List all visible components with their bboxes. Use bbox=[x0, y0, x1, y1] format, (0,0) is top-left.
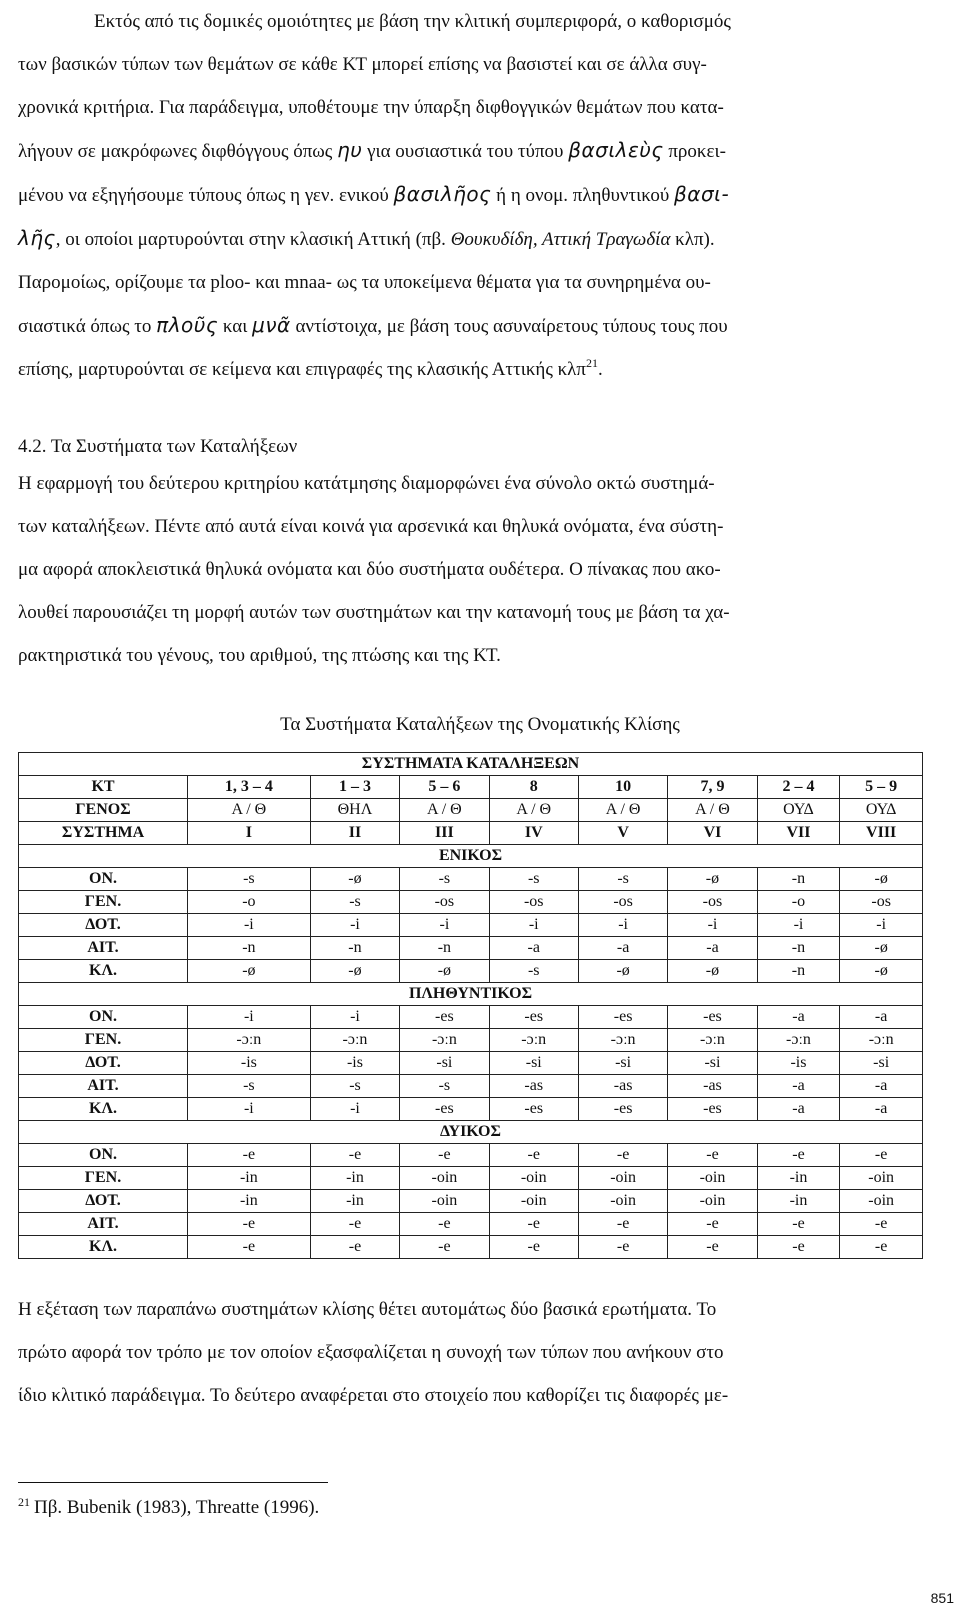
table-cell: -e bbox=[668, 1144, 757, 1167]
table-cell: -i bbox=[188, 914, 311, 937]
table-row bbox=[19, 1190, 923, 1213]
table-cell: 8 bbox=[489, 776, 578, 799]
table-cell: -s bbox=[188, 1075, 311, 1098]
table-cell: 1, 3 – 4 bbox=[188, 776, 311, 799]
table-cell: -os bbox=[578, 891, 667, 914]
table-cell: -e bbox=[840, 1236, 923, 1259]
table-cell: -e bbox=[310, 1213, 399, 1236]
text-line: λουθεί παρουσιάζει τη μορφή αυτών των συστημάτων και την κατανομή τους με βάση τα χα- bbox=[18, 602, 730, 623]
table-cell: -es bbox=[489, 1006, 578, 1029]
table-cell: -es bbox=[668, 1006, 757, 1029]
table-cell: -is bbox=[188, 1052, 311, 1075]
table-cell: -e bbox=[400, 1236, 489, 1259]
table-cell: -e bbox=[188, 1213, 311, 1236]
table-cell: -i bbox=[400, 914, 489, 937]
table-cell: -n bbox=[310, 937, 399, 960]
row-label: ΟΝ. bbox=[19, 1006, 188, 1029]
table-cell: -as bbox=[578, 1075, 667, 1098]
row-label: ΓΕΝ. bbox=[19, 891, 188, 914]
table-cell: -o bbox=[188, 891, 311, 914]
table-caption: Τα Συστήματα Καταλήξεων της Ονοματικής Κλίσης bbox=[280, 714, 680, 735]
table-cell: -oin bbox=[668, 1167, 757, 1190]
text-line: σιαστικά όπως το πλοῦς και μνᾶ αντίστοιχα, με βάση τους ασυναίρετους τύπους τους που bbox=[18, 313, 728, 337]
table-cell: Α / Θ bbox=[188, 799, 311, 822]
row-label: ΟΝ. bbox=[19, 868, 188, 891]
greek-word: βασιλεὺς bbox=[568, 138, 664, 162]
table-cell: -si bbox=[840, 1052, 923, 1075]
row-label: ΓΕΝ. bbox=[19, 1029, 188, 1052]
table-cell: 1 – 3 bbox=[310, 776, 399, 799]
greek-word: ηυ bbox=[337, 138, 363, 162]
table-title-row-cell: ΣΥΣΤΗΜΑΤΑ ΚΑΤΑΛΗΞΕΩΝ bbox=[19, 753, 923, 776]
table-cell: ΘΗΛ bbox=[310, 799, 399, 822]
text-line: μα αφορά αποκλειστικά θηλυκά ονόματα και δύο συστήματα ουδέτερα. Ο πίνακας που ακο- bbox=[18, 559, 721, 580]
table-section-row-cell: ΕΝΙΚΟΣ bbox=[19, 845, 923, 868]
footnote bbox=[18, 1497, 319, 1519]
table-cell: -oin bbox=[400, 1190, 489, 1213]
table-cell: -ø bbox=[400, 960, 489, 983]
text-line: ίδιο κλιτικό παράδειγμα. Το δεύτερο αναφέρεται στο στοιχείο που καθορίζει τις διαφορές με- bbox=[18, 1385, 729, 1406]
table-cell: -e bbox=[757, 1144, 840, 1167]
table-cell: -si bbox=[400, 1052, 489, 1075]
suffix-systems-table bbox=[18, 752, 923, 1259]
table-cell: -ø bbox=[188, 960, 311, 983]
table-cell: -ø bbox=[310, 960, 399, 983]
table-cell: Α / Θ bbox=[578, 799, 667, 822]
table-cell: -a bbox=[757, 1075, 840, 1098]
row-label: ΔΟΤ. bbox=[19, 914, 188, 937]
table-cell: -e bbox=[400, 1213, 489, 1236]
table-cell: -in bbox=[188, 1167, 311, 1190]
row-label: ΚΛ. bbox=[19, 1098, 188, 1121]
row-label: ΚΛ. bbox=[19, 960, 188, 983]
table-cell: VIII bbox=[840, 822, 923, 845]
row-label: ΑΙΤ. bbox=[19, 1075, 188, 1098]
table-cell: -os bbox=[400, 891, 489, 914]
text-line: ρακτηριστικά του γένους, του αριθμού, της πτώσης και της ΚΤ. bbox=[18, 645, 501, 666]
table-cell: -s bbox=[310, 891, 399, 914]
table-cell: -si bbox=[668, 1052, 757, 1075]
table-cell: -a bbox=[840, 1075, 923, 1098]
table-cell: -e bbox=[578, 1236, 667, 1259]
table-cell: -in bbox=[757, 1167, 840, 1190]
text-line: λῆς, οι οποίοι μαρτυρούνται στην κλασική Αττική (πβ. Θουκυδίδη, Αττική Τραγωδία κλπ). bbox=[18, 226, 715, 250]
table-cell: -a bbox=[668, 937, 757, 960]
text-line: μένου να εξηγήσουμε τύπους όπως η γεν. ενικού βασιλῆος ή η ονομ. πληθυντικού βασι- bbox=[18, 182, 730, 206]
table-cell: -n bbox=[400, 937, 489, 960]
table-cell: -e bbox=[668, 1213, 757, 1236]
table-cell: -e bbox=[489, 1144, 578, 1167]
table-cell: III bbox=[400, 822, 489, 845]
table-cell: I bbox=[188, 822, 311, 845]
footnote-number: 21 bbox=[18, 1495, 30, 1509]
table-cell: -n bbox=[757, 868, 840, 891]
row-label: ΔΟΤ. bbox=[19, 1190, 188, 1213]
table-cell: -os bbox=[840, 891, 923, 914]
table-cell: -i bbox=[578, 914, 667, 937]
table-row bbox=[19, 914, 923, 937]
table-cell: -ø bbox=[578, 960, 667, 983]
table-cell: -i bbox=[310, 1006, 399, 1029]
table-cell: -e bbox=[757, 1213, 840, 1236]
greek-word: βασι- bbox=[674, 182, 730, 206]
table-cell: -e bbox=[188, 1236, 311, 1259]
table-cell: -e bbox=[578, 1144, 667, 1167]
table-cell: -n bbox=[757, 937, 840, 960]
text-line: Παρομοίως, ορίζουμε τα ploo- και mnaa- ως τα υποκείμενα θέματα για τα συνηρημένα ου- bbox=[18, 272, 711, 293]
table-cell: 7, 9 bbox=[668, 776, 757, 799]
italic-reference: Θουκυδίδη, Αττική Τραγωδία bbox=[450, 229, 671, 250]
table-cell: -i bbox=[757, 914, 840, 937]
table-header-row bbox=[19, 822, 923, 845]
table-cell: 10 bbox=[578, 776, 667, 799]
text-line: χρονικά κριτήρια. Για παράδειγμα, υποθέτουμε την ύπαρξη διφθογγικών θεμάτων που κατα- bbox=[18, 97, 724, 118]
table-cell: -in bbox=[188, 1190, 311, 1213]
table-section-row bbox=[19, 1121, 923, 1144]
table-row bbox=[19, 1213, 923, 1236]
table-cell: -s bbox=[310, 1075, 399, 1098]
table-cell: -ø bbox=[840, 960, 923, 983]
table-cell: -oin bbox=[840, 1167, 923, 1190]
row-label: ΑΙΤ. bbox=[19, 937, 188, 960]
table-cell: 5 – 6 bbox=[400, 776, 489, 799]
paragraph-suffix-systems bbox=[18, 462, 922, 677]
table-cell: -i bbox=[188, 1098, 311, 1121]
table-row bbox=[19, 1006, 923, 1029]
table-row bbox=[19, 1167, 923, 1190]
table-cell: -ɔːn bbox=[310, 1029, 399, 1052]
table-cell: VII bbox=[757, 822, 840, 845]
table-cell: -oin bbox=[578, 1190, 667, 1213]
row-label: ΚΛ. bbox=[19, 1236, 188, 1259]
table-cell: -os bbox=[489, 891, 578, 914]
table-cell: ΟΥΔ bbox=[840, 799, 923, 822]
table-cell: -i bbox=[188, 1006, 311, 1029]
table-cell: -s bbox=[489, 868, 578, 891]
table-cell: VI bbox=[668, 822, 757, 845]
table-cell: -ɔːn bbox=[757, 1029, 840, 1052]
text-line: των καταλήξεων. Πέντε από αυτά είναι κοινά για αρσενικά και θηλυκά ονόματα, ένα σύστη- bbox=[18, 516, 724, 537]
table-cell: -oin bbox=[840, 1190, 923, 1213]
table-row bbox=[19, 868, 923, 891]
table-row bbox=[19, 1029, 923, 1052]
section-heading: 4.2. Τα Συστήματα των Καταλήξεων bbox=[18, 436, 298, 457]
text-line: των βασικών τύπων των θεμάτων σε κάθε ΚΤ μπορεί επίσης να βασιστεί και σε άλλα συγ- bbox=[18, 54, 707, 75]
text-line: Η εξέταση των παραπάνω συστημάτων κλίσης θέτει αυτομάτως δύο βασικά ερωτήματα. Το bbox=[18, 1299, 717, 1320]
table-cell: -s bbox=[400, 1075, 489, 1098]
table-cell: -ø bbox=[840, 937, 923, 960]
table-row bbox=[19, 1236, 923, 1259]
table-title-row bbox=[19, 753, 923, 776]
table-cell: -a bbox=[757, 1006, 840, 1029]
table-row bbox=[19, 1144, 923, 1167]
footnote-text: Πβ. Bubenik (1983), Threatte (1996). bbox=[34, 1497, 320, 1518]
table-cell: -es bbox=[578, 1006, 667, 1029]
table-cell: -n bbox=[757, 960, 840, 983]
table-header-row bbox=[19, 799, 923, 822]
footnote-divider bbox=[18, 1482, 328, 1483]
table-section-row bbox=[19, 983, 923, 1006]
table-row bbox=[19, 1098, 923, 1121]
row-label: ΔΟΤ. bbox=[19, 1052, 188, 1075]
table-cell: -e bbox=[840, 1144, 923, 1167]
table-cell: -e bbox=[310, 1236, 399, 1259]
table-cell: -ɔːn bbox=[188, 1029, 311, 1052]
text-line: Εκτός από τις δομικές ομοιότητες με βάση την κλιτική συμπεριφορά, ο καθορισμός bbox=[94, 11, 731, 32]
table-cell: 5 – 9 bbox=[840, 776, 923, 799]
table-cell: -oin bbox=[578, 1167, 667, 1190]
table-cell: -ɔːn bbox=[489, 1029, 578, 1052]
text-line: Η εφαρμογή του δεύτερου κριτηρίου κατάτμησης διαμορφώνει ένα σύνολο οκτώ συστημά- bbox=[18, 473, 715, 494]
table-cell: -ɔːn bbox=[400, 1029, 489, 1052]
table-cell: -oin bbox=[489, 1167, 578, 1190]
table-section-row bbox=[19, 845, 923, 868]
table-cell: -a bbox=[757, 1098, 840, 1121]
table-cell: -es bbox=[489, 1098, 578, 1121]
table-cell: -i bbox=[310, 1098, 399, 1121]
greek-word: λῆς bbox=[18, 226, 56, 250]
table-cell: Α / Θ bbox=[400, 799, 489, 822]
table-row bbox=[19, 960, 923, 983]
table-cell: -in bbox=[310, 1167, 399, 1190]
table-cell: -e bbox=[578, 1213, 667, 1236]
row-label: ΓΕΝ. bbox=[19, 1167, 188, 1190]
table-cell: -e bbox=[400, 1144, 489, 1167]
table-cell: -e bbox=[668, 1236, 757, 1259]
table-cell: -ɔːn bbox=[840, 1029, 923, 1052]
table-cell: -i bbox=[668, 914, 757, 937]
table-cell: -n bbox=[188, 937, 311, 960]
table-row bbox=[19, 1075, 923, 1098]
table-cell: -s bbox=[578, 868, 667, 891]
table-section-row-cell: ΔΥΙΚΟΣ bbox=[19, 1121, 923, 1144]
table-cell: -os bbox=[668, 891, 757, 914]
table-cell: ΟΥΔ bbox=[757, 799, 840, 822]
table-header-row bbox=[19, 776, 923, 799]
table-cell: -a bbox=[578, 937, 667, 960]
row-label: ΑΙΤ. bbox=[19, 1213, 188, 1236]
paragraph-questions bbox=[18, 1288, 922, 1417]
table-cell: -e bbox=[489, 1236, 578, 1259]
row-label: ΣΥΣΤΗΜΑ bbox=[19, 822, 188, 845]
text-line: επίσης, μαρτυρούνται σε κείμενα και επιγραφές της κλασικής Αττικής κλπ$^{21}$. bbox=[18, 356, 603, 380]
table-cell: -e bbox=[188, 1144, 311, 1167]
table-row bbox=[19, 937, 923, 960]
table-cell: -ɔːn bbox=[668, 1029, 757, 1052]
table-cell: -e bbox=[489, 1213, 578, 1236]
paragraph-stem-types bbox=[18, 0, 922, 391]
table-cell: -es bbox=[400, 1098, 489, 1121]
table-cell: -s bbox=[489, 960, 578, 983]
table-cell: -a bbox=[840, 1098, 923, 1121]
row-label: ΓΕΝΟΣ bbox=[19, 799, 188, 822]
table-cell: -as bbox=[668, 1075, 757, 1098]
text-line: πρώτο αφορά τον τρόπο με τον οποίον εξασφαλίζεται η συνοχή των τύπων που ανήκουν στο bbox=[18, 1342, 724, 1363]
table-cell: -as bbox=[489, 1075, 578, 1098]
greek-word: βασιλῆος bbox=[393, 182, 492, 206]
table-cell: -ø bbox=[840, 868, 923, 891]
page-number: 851 bbox=[930, 1590, 954, 1606]
table-cell: -i bbox=[310, 914, 399, 937]
table-cell: -is bbox=[310, 1052, 399, 1075]
table-cell: -oin bbox=[489, 1190, 578, 1213]
table-cell: -si bbox=[489, 1052, 578, 1075]
table-cell: -es bbox=[400, 1006, 489, 1029]
table-row bbox=[19, 891, 923, 914]
table-cell: -in bbox=[310, 1190, 399, 1213]
greek-word: πλοῦς bbox=[156, 313, 219, 337]
table-cell: V bbox=[578, 822, 667, 845]
table-cell: Α / Θ bbox=[668, 799, 757, 822]
table-cell: 2 – 4 bbox=[757, 776, 840, 799]
table-cell: -ø bbox=[668, 960, 757, 983]
table-cell: -oin bbox=[668, 1190, 757, 1213]
table-cell: -ø bbox=[668, 868, 757, 891]
table-cell: -i bbox=[840, 914, 923, 937]
table-cell: -es bbox=[578, 1098, 667, 1121]
table-cell: -a bbox=[840, 1006, 923, 1029]
table-cell: -a bbox=[489, 937, 578, 960]
table-cell: -ø bbox=[310, 868, 399, 891]
table-cell: -o bbox=[757, 891, 840, 914]
table-cell: -in bbox=[757, 1190, 840, 1213]
table-cell: -es bbox=[668, 1098, 757, 1121]
table-cell: II bbox=[310, 822, 399, 845]
table-cell: -e bbox=[310, 1144, 399, 1167]
table-cell: -ɔːn bbox=[578, 1029, 667, 1052]
table-cell: Α / Θ bbox=[489, 799, 578, 822]
table-cell: IV bbox=[489, 822, 578, 845]
row-label: ΟΝ. bbox=[19, 1144, 188, 1167]
table-cell: -e bbox=[757, 1236, 840, 1259]
footnote-reference[interactable]: 21 bbox=[585, 356, 598, 370]
table-cell: -is bbox=[757, 1052, 840, 1075]
text-line: λήγουν σε μακρόφωνες διφθόγγους όπως ηυ για ουσιαστικά του τύπου βασιλεὺς προκει- bbox=[18, 138, 726, 162]
row-label: ΚΤ bbox=[19, 776, 188, 799]
table-cell: -si bbox=[578, 1052, 667, 1075]
table-row bbox=[19, 1052, 923, 1075]
greek-word: μνᾶ bbox=[252, 313, 291, 337]
table-section-row-cell: ΠΛΗΘΥΝΤΙΚΟΣ bbox=[19, 983, 923, 1006]
table-cell: -e bbox=[840, 1213, 923, 1236]
table-cell: -oin bbox=[400, 1167, 489, 1190]
table-cell: -s bbox=[188, 868, 311, 891]
table-cell: -i bbox=[489, 914, 578, 937]
table-cell: -s bbox=[400, 868, 489, 891]
